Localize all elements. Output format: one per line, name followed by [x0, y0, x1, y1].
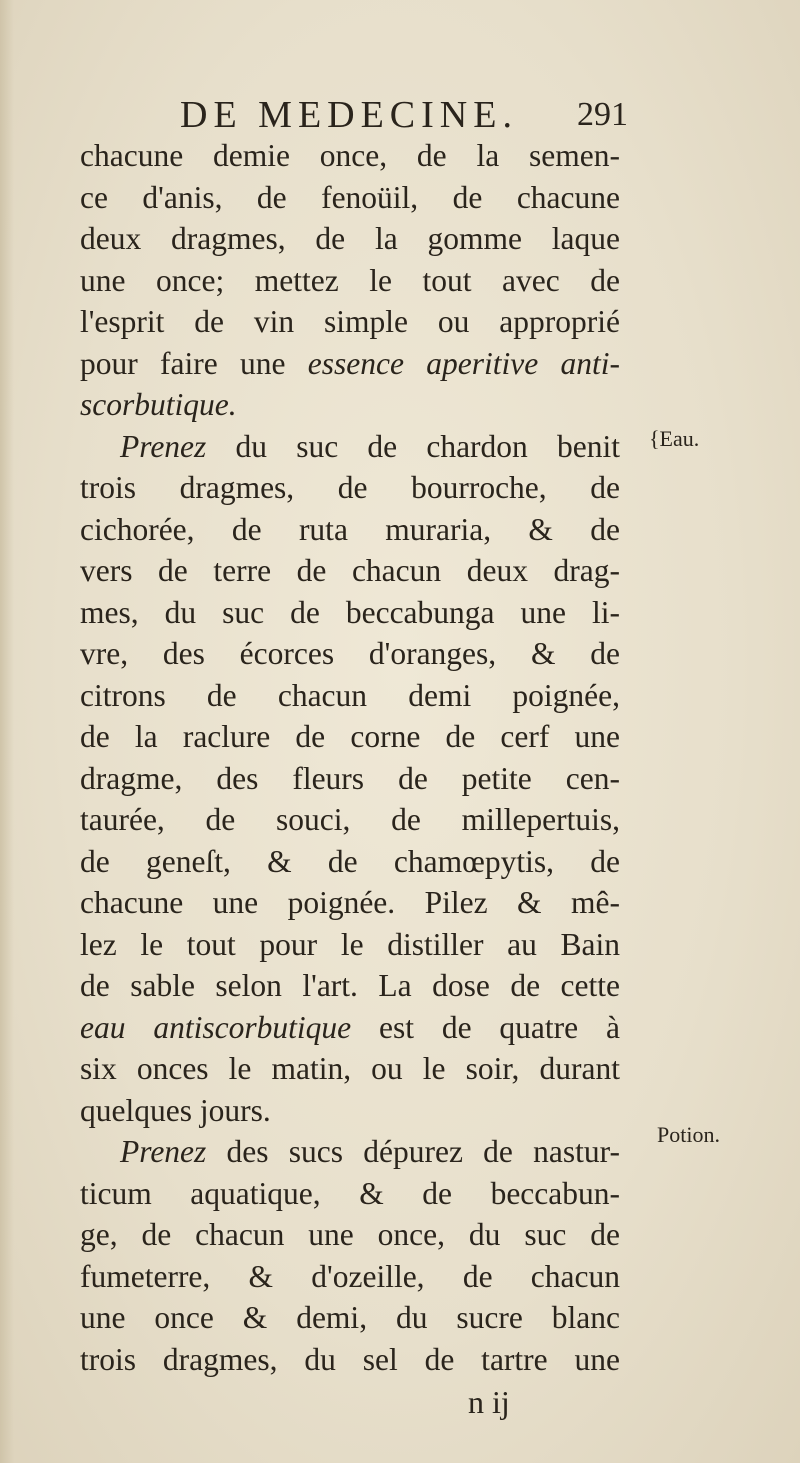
text-line: Prenez des sucs dépurez de nastur-: [120, 1134, 620, 1169]
text-line: chacune une poignée. Pilez & mê-: [80, 885, 620, 920]
running-title: DE MEDECINE.: [180, 94, 518, 136]
text-line: fumeterre, & d'ozeille, de chacun: [80, 1258, 620, 1294]
text-line: de la raclure de corne de cerf une: [80, 719, 620, 754]
text-line: ce d'anis, de fenoüil, de chacune: [80, 179, 620, 215]
text-line: Prenez du suc de chardon benit: [120, 428, 620, 464]
text-line: eau antiscorbutique est de quatre à: [80, 1009, 620, 1045]
text-line: quelques jours.: [80, 1092, 271, 1128]
text-line: deux dragmes, de la gomme laque: [80, 221, 620, 256]
text-line: taurée, de souci, de millepertuis,: [80, 802, 620, 837]
text-line: scorbutique.: [80, 387, 237, 422]
margin-note-potion: Potion.: [657, 1122, 720, 1147]
text-line: cichorée, de ruta muraria, & de: [80, 511, 620, 547]
body-text: [80, 135, 620, 1380]
text-line: une once & demi, du sucre blanc: [80, 1300, 620, 1335]
text-line: une once; mettez le tout avec de: [80, 262, 620, 298]
text-line: de geneſt, & de chamœpytis, de: [80, 843, 620, 879]
page-number: 291: [577, 96, 628, 133]
text-line: lez le tout pour le distiller au Bain: [80, 926, 620, 962]
text-line: l'esprit de vin simple ou approprié: [80, 304, 620, 339]
text-line: dragme, des fleurs de petite cen-: [80, 760, 620, 796]
text-line: de sable selon l'art. La dose de cette: [80, 968, 620, 1003]
margin-note-eau: {Eau.: [649, 426, 700, 451]
signature-mark: n ij: [468, 1384, 510, 1420]
text-line: vers de terre de chacun deux drag-: [80, 553, 620, 588]
text-line: trois dragmes, de bourroche, de: [80, 470, 620, 505]
text-line: citrons de chacun demi poignée,: [80, 677, 620, 713]
text-line: six onces le matin, ou le soir, durant: [80, 1051, 620, 1086]
running-head: [180, 90, 630, 140]
text-line: trois dragmes, du sel de tartre une: [80, 1341, 620, 1377]
text-line: vre, des écorces d'oranges, & de: [80, 636, 620, 671]
text-line: pour faire une essence aperitive anti-: [80, 345, 620, 381]
text-line: chacune demie once, de la semen-: [80, 138, 620, 173]
text-line: ge, de chacun une once, du suc de: [80, 1217, 620, 1252]
text-line: mes, du suc de beccabunga une li-: [80, 594, 620, 630]
text-line: ticum aquatique, & de beccabun-: [80, 1175, 620, 1211]
